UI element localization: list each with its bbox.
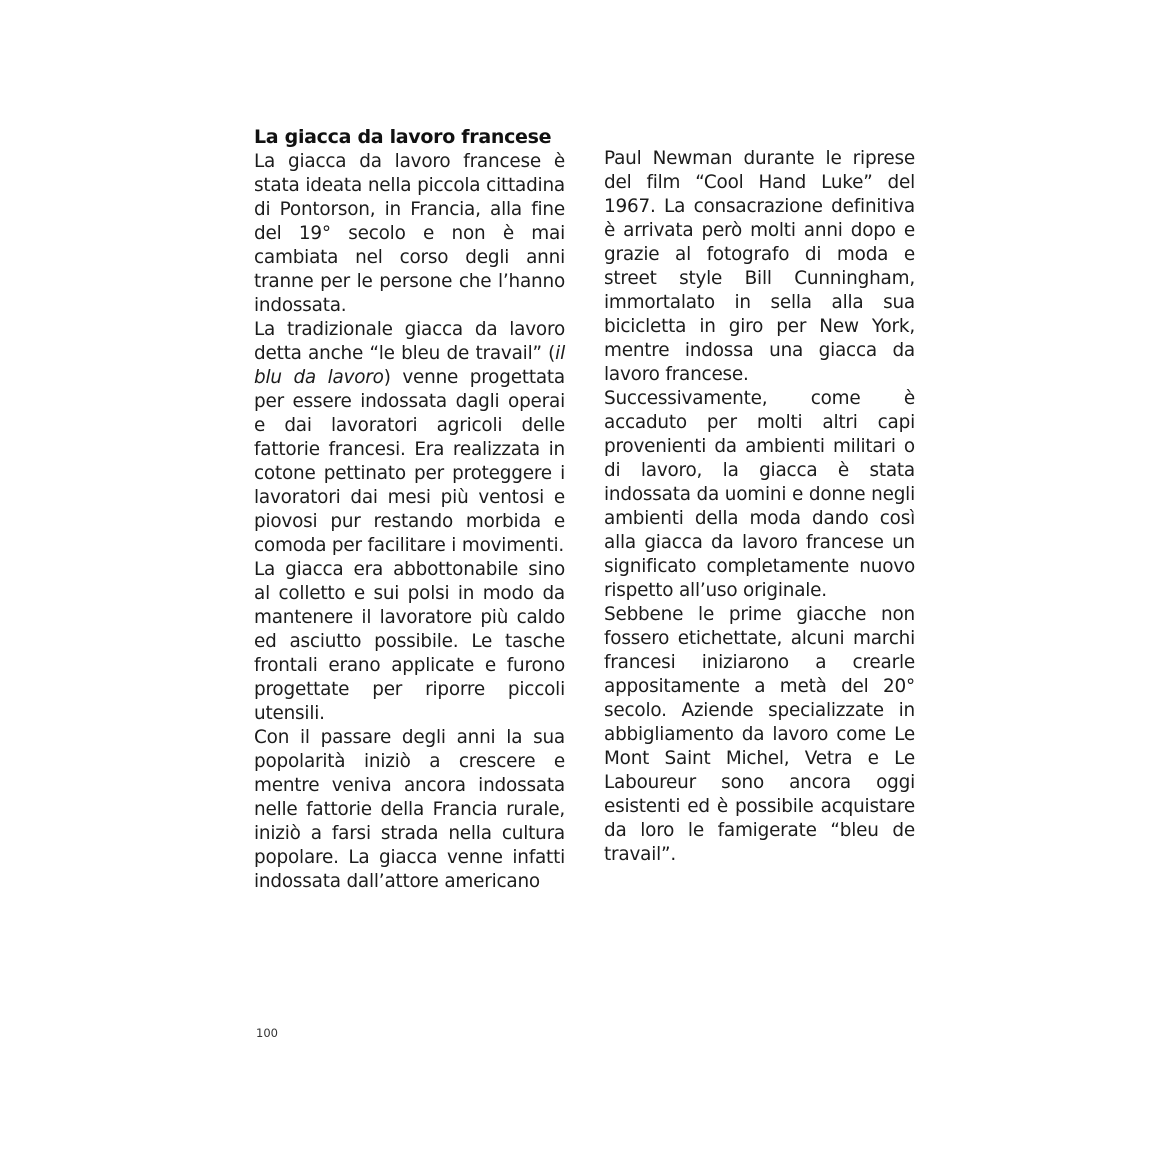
body-text: Successivamente, come è accaduto per molti altri capi provenienti da ambienti militari o di lavoro, la giacca è stata indossata da uomini e donne negli ambienti della moda dando così alla giacca da lavoro francese un significato completamente nuovo rispetto all’uso originale. — [604, 388, 915, 601]
body-text: Sebbene le prime giacche non fossero etichettate, alcuni marchi francesi iniziarono a crearle appositamente a metà del 20° secolo. Aziende specializzate in abbigliamento da lavoro come Le Mont Saint Michel, Vetra e Le Laboureur sono ancora oggi esistenti ed è possibile acquistare da loro le famigerate “bleu de travail”. — [604, 604, 915, 865]
right-paragraph — [604, 603, 915, 867]
page-number: 100 — [256, 1026, 278, 1040]
left-paragraph — [254, 318, 565, 558]
left-paragraph — [254, 726, 565, 894]
right-paragraph — [604, 147, 915, 387]
left-paragraph — [254, 558, 565, 726]
italic-text: il blu da lavoro — [254, 343, 565, 388]
body-text: La giacca era abbottonabile sino al colletto e sui polsi in modo da mantenere il lavoratore più caldo ed asciutto possibile. Le tasche frontali erano applicate e furono progettate per riporre piccoli utensili. — [254, 559, 565, 724]
left-paragraph — [254, 150, 565, 318]
body-text: La giacca da lavoro francese è stata ideata nella piccola cittadina di Pontorson, in Francia, alla fine del 19° secolo e non è mai cambiata nel corso degli anni tranne per le persone che l’hanno indossata. — [254, 151, 565, 316]
body-text: ) venne progettata per essere indossata dagli operai e dai lavoratori agricoli delle fattorie francesi. Era realizzata in cotone pettinato per proteggere i lavoratori dai mesi più ventosi e piovosi pur restando morbida e comoda per facilitare i movimenti. — [254, 367, 565, 556]
right-text-column — [604, 147, 915, 867]
right-paragraph — [604, 387, 915, 603]
left-text-column — [254, 150, 565, 894]
section-heading: La giacca da lavoro francese — [254, 126, 552, 148]
body-text: Con il passare degli anni la sua popolarità iniziò a crescere e mentre veniva ancora indossata nelle fattorie della Francia rurale, iniziò a farsi strada nella cultura popolare. La giacca venne infatti indossata dall’attore americano — [254, 727, 565, 892]
body-text: Paul Newman durante le riprese del film “Cool Hand Luke” del 1967. La consacrazione definitiva è arrivata però molti anni dopo e grazie al fotografo di moda e street style Bill Cunningham, immortalato in sella alla sua bicicletta in giro per New York, mentre indossa una giacca da lavoro francese. — [604, 148, 915, 385]
body-text: La tradizionale giacca da lavoro detta anche “le bleu de travail” ( — [254, 319, 565, 364]
